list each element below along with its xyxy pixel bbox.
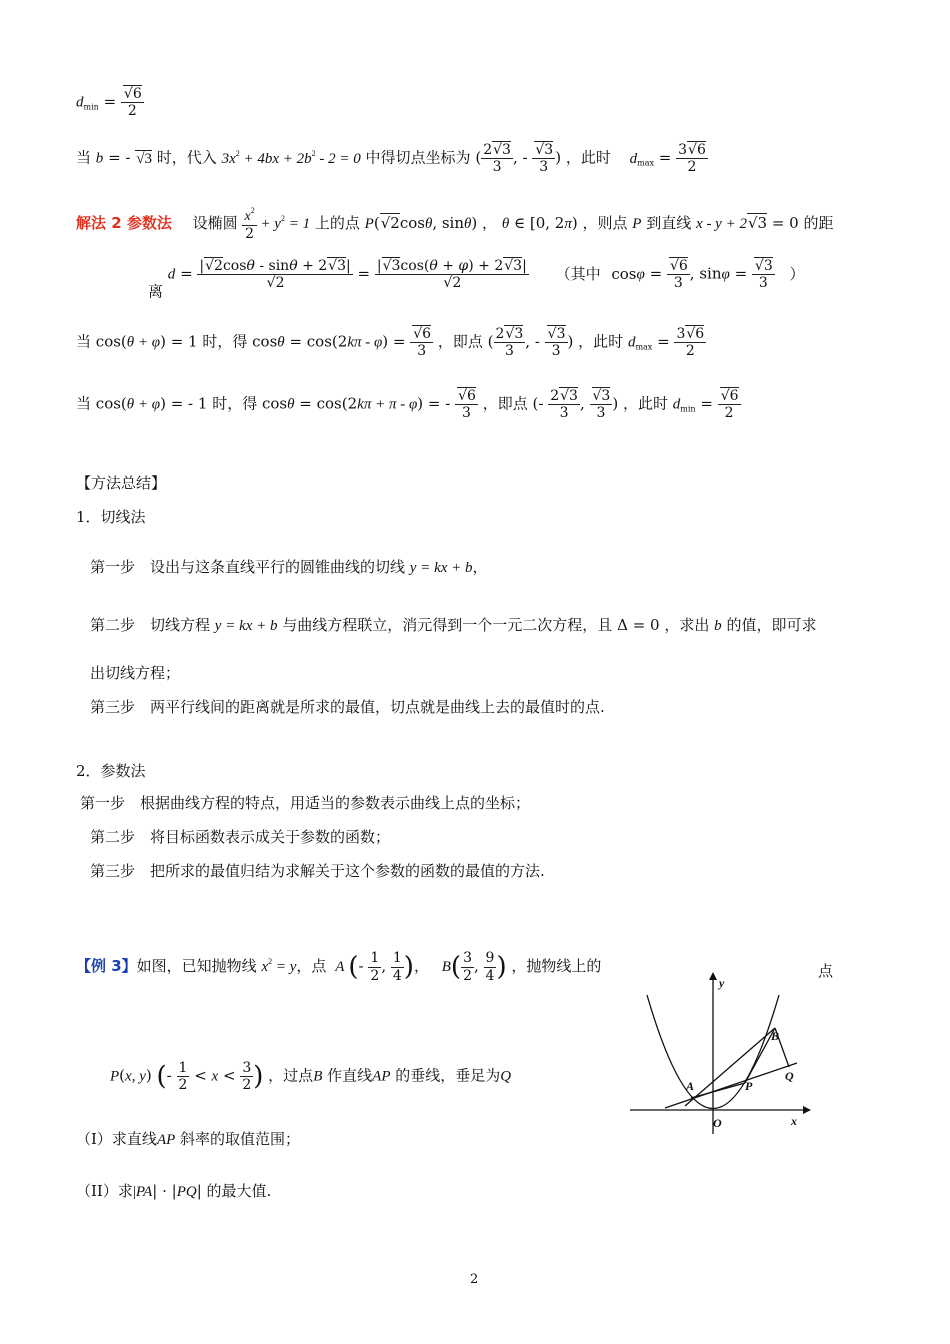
question-2: （II）求|PA| · |PQ| 的最大值.: [76, 1182, 272, 1200]
tangent-step3: 第三步 两平行线间的距离就是所求的最值，切点就是曲线上去的最值时的点.: [90, 698, 605, 716]
line-a-q: [665, 1063, 797, 1108]
example3-dian: 点: [818, 962, 834, 980]
tangent-step2-cont: 出切线方程；: [90, 664, 181, 682]
label-x: x: [791, 1114, 797, 1128]
method2-line: 解法 2 参数法 设椭圆 $\frac{x^2}{2}$ + $y^2 = 1$ 上的点 P(√ 2cosθ, sinθ) ， θ ∈ [0, 2π) ，则点 P 到直线 x - y + 2√ 3 = 0 的距: [76, 206, 834, 242]
label-q: Q: [785, 1069, 794, 1083]
param-step3: 第三步 把所求的最值归结为求解关于这个参数的函数的最值的方法.: [90, 862, 545, 880]
y-arrow: [709, 972, 717, 980]
method2-title: 解法 2 参数法: [76, 214, 172, 233]
summary-heading: 【方法总结】: [76, 474, 167, 492]
example3-line2: P(x, y) (- $\frac{1}{2}$ < x < $\frac{3}{2}$ ) ，过点B 作直线AP 的垂线，垂足为Q: [110, 1060, 512, 1094]
case2-line: 当 cos(θ + φ) = - 1 时，得 cosθ = cos(2kπ + π - φ) = - √ $\frac{6}{3}$ ，即点 (- $\frac{2√ 3}{3}$ , √ $\frac{3}{3}$ ) ，此时 $d_{min}$ = √ $\frac{6}{2}$: [76, 388, 741, 421]
dmin-symbol: d: [76, 94, 84, 111]
tangent-step1: 第一步 设出与这条直线平行的圆锥曲线的切线 y = kx + b，: [90, 558, 488, 576]
label-a: A: [686, 1079, 695, 1093]
param-step2: 第二步 将目标函数表示成关于参数的函数；: [90, 828, 391, 846]
parabola-figure: [625, 970, 815, 1140]
tangent-heading: 1．切线法: [76, 508, 146, 526]
label-p: P: [745, 1079, 753, 1093]
line-a-b: [685, 1028, 775, 1106]
distance-formula: 离 d = |√ 2cosθ - sinθ + 2√ 3| √ 2 = |√ 3cos(θ + φ) + 2√ 3| √ 2 （其中 cosφ = √ $\frac{6}{3}$ , sinφ = √ $\frac{3}{3}$ ）: [148, 258, 805, 302]
case1-line: 当 cos(θ + φ) = 1 时，得 cosθ = cos(2kπ - φ) = √ $\frac{6}{3}$ ，即点 ( $\frac{2√ 3}{3}$ , - √ $\frac{3}{3}$ ) ，此时 $d_{max}$ = $\frac{3√ 6}{2}$: [76, 326, 706, 359]
tangent-point-line: 当 b = - √ 3 时，代入 $3x^2 + 4bx + 2b^2 - 2 = 0$ 中得切点坐标为 ( $\frac{2√ 3}{3}$ , - √ $\frac{3}{3}$ ) ，此时 $d_{max}$ = $\frac{3√ 6}{2}$: [76, 142, 708, 175]
label-y: y: [719, 976, 725, 990]
dmin-line: $d_{min}$ = √ $\frac{6}{2}$: [76, 86, 144, 119]
question-1: （I）求直线AP 斜率的取值范围；: [76, 1130, 301, 1148]
page-number: 2: [470, 1272, 479, 1287]
tangent-step2: 第二步 切线方程 y = kx + b 与曲线方程联立，消元得到一个一元二次方程，且 Δ = 0 ，求出 b 的值，即可求: [90, 616, 817, 634]
label-o: O: [713, 1116, 722, 1130]
example3-line: 【例 3】如图，已知抛物线 $x^2 = y$，点 A (- $\frac{1}{2}$ , $\frac{1}{4}$ )， B( $\frac{3}{2}$ , $\frac{9}{4}$ ) ，抛物线上的: [76, 950, 602, 984]
param-step1: 第一步 根据曲线方程的特点，用适当的参数表示曲线上点的坐标；: [80, 794, 531, 812]
label-b: B: [771, 1029, 780, 1043]
param-heading: 2．参数法: [76, 762, 146, 780]
example-label: 【例 3】: [76, 957, 137, 975]
x-arrow: [803, 1106, 811, 1114]
line-a-p: [691, 1083, 745, 1098]
